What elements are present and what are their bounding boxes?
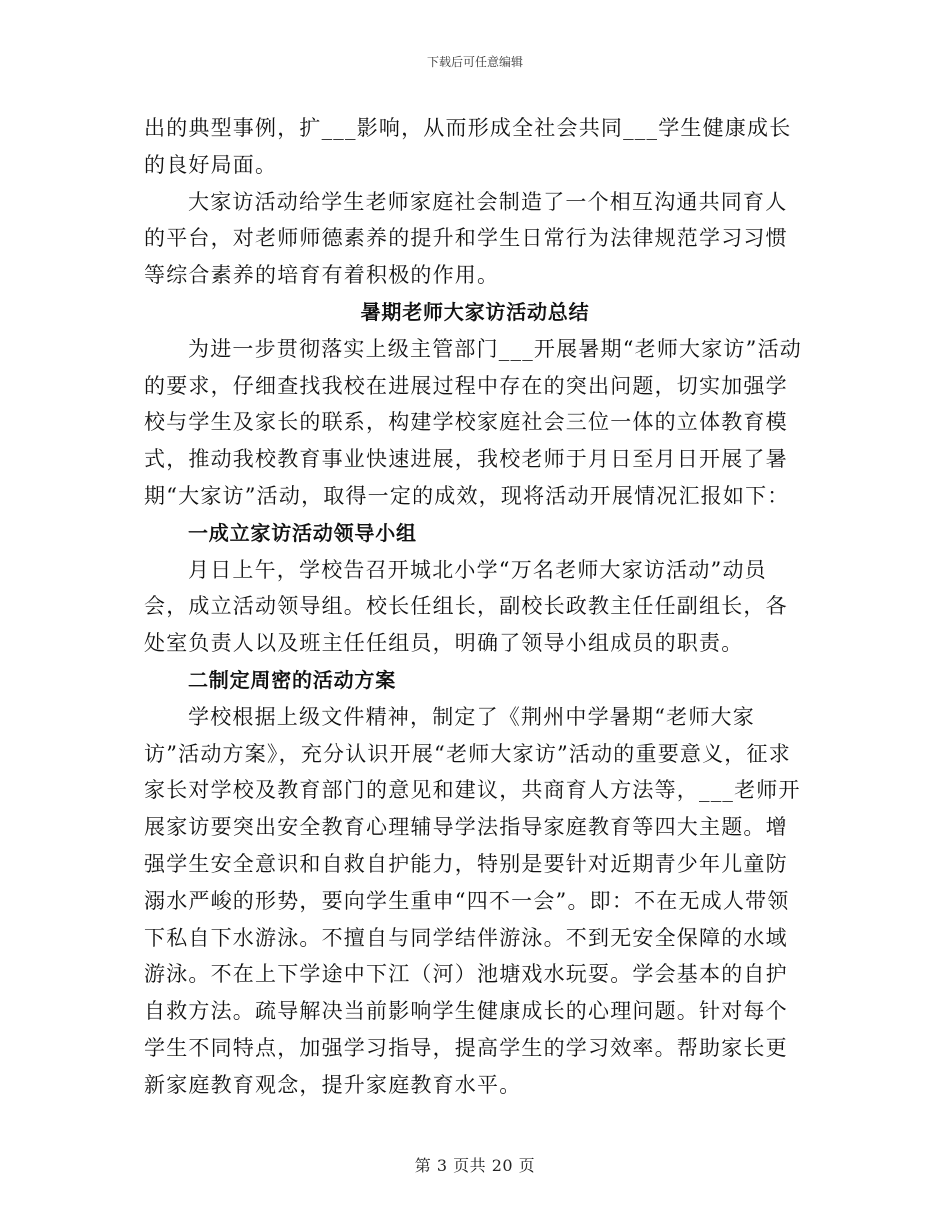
paragraph-4: 月日上午，学校告召开城北小学“万名老师大家访活动”动员会，成立活动领导组。校长任组长，副校长政教主任任副组长，各处室负责人以及班主任任组员，明确了领导小组成员的职责。 [144, 557, 788, 656]
section-heading-1: 一成立家访活动领导小组 [188, 520, 417, 545]
header-note: 下载后可任意编辑 [426, 55, 523, 69]
paragraph-3: 为进一步贯彻落实上级主管部门___开展暑期“老师大家访”活动的要求，仔细查找我校在进展过程中存在的突出问题，切实加强学校与学生及家长的联系，构建学校家庭社会三位一体的立体教育模式，推动我校教育事业快速进展，我校老师于月日至月日开展了暑期“大家访”活动，取得一定的成效，现将活动开展情况汇报如下： [144, 336, 802, 508]
paragraph-1: 出的典型事例，扩___影响，从而形成全社会共同___学生健康成长的良好局面。 [144, 116, 792, 177]
page-number: 第 3 页共 20 页 [414, 1156, 536, 1175]
paragraph-5: 学校根据上级文件精神，制定了《荆州中学暑期“老师大家访”活动方案》，充分认识开展“老师大家访”活动的重要意义，征求家长对学校及教育部门的意见和建议，共商育人方法等，___老师开展家访要突出安全教育心理辅导学法指导家庭教育等四大主题。增强学生安全意识和自救自护能力，特别是要针对近期青少年儿童防溺水严峻的形势，要向学生重申“四不一会”。即：不在无成人带领下私自下水游泳。不擅自与同学结伴游泳。不到无安全保障的水域游泳。不在上下学途中下江（河）池塘戏水玩耍。学会基本的自护自救方法。疏导解决当前影响学生健康成长的心理问题。针对每个学生不同特点，加强学习指导，提高学生的学习效率。帮助家长更新家庭教育观念，提升家庭教育水平。 [144, 704, 801, 1097]
paragraph-2: 大家访活动给学生老师家庭社会制造了一个相互沟通共同育人的平台，对老师师德素养的提升和学生日常行为法律规范学习习惯等综合素养的培育有着积极的作用。 [144, 189, 788, 288]
document-body [144, 110, 806, 1104]
section-heading-2: 二制定周密的活动方案 [188, 667, 396, 692]
document-title: 暑期老师大家访活动总结 [360, 299, 590, 324]
